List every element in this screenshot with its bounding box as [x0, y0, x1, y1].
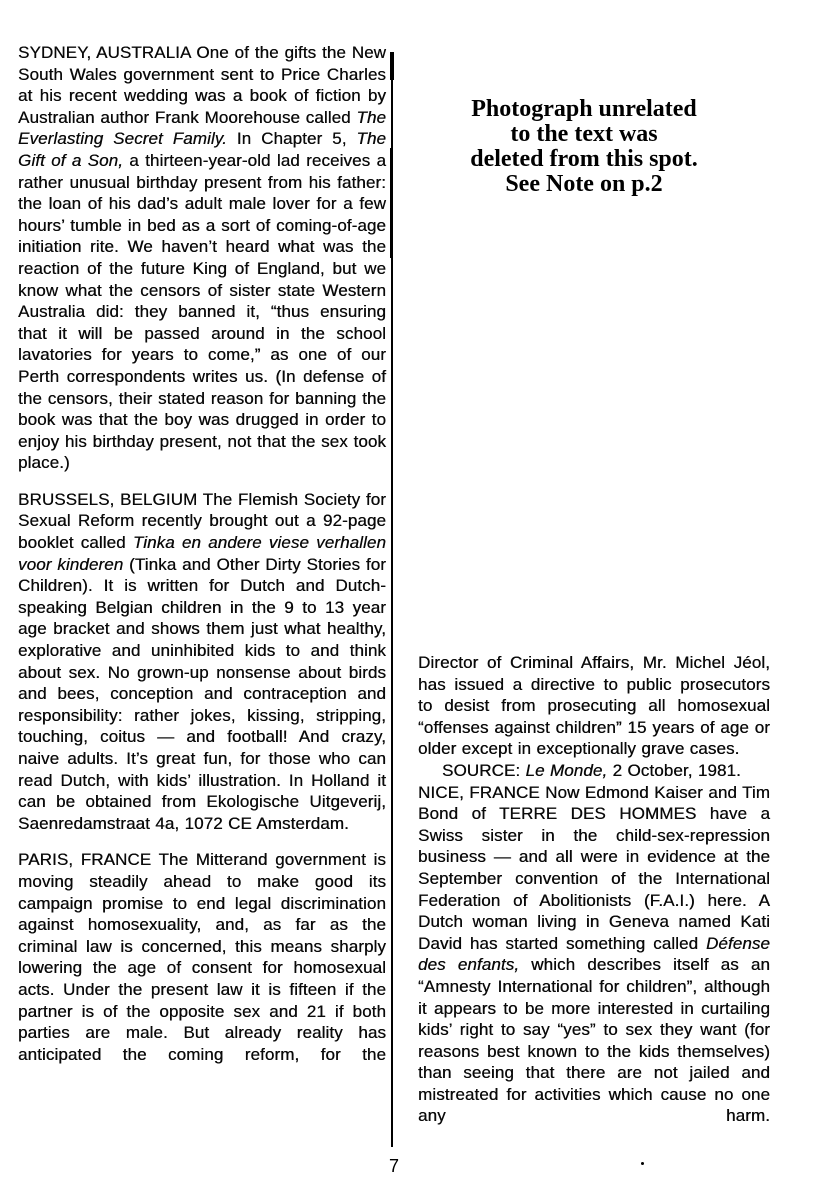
article-nice: NICE, FRANCE Now Edmond Kaiser and Tim Bond of TERRE DES HOMMES have a Swiss sister in the child-sex-repression business — and all were in evidence at the September convention of the International Federation of Abolitionists (F.A.I.) here. A Dutch woman living in Geneva named Kati David has started something called Défense des enfants, which describes itself as an “Amnesty International for children”, although it appears to be more interested in curtailing kids’ right to say “yes” to sex they want (for reasons best known to the kids themselves) than seeing that there are not jailed and mistreated for activities which cause no one any harm.	[418, 782, 770, 1126]
source-line: SOURCE: Le Monde, 2 October, 1981.	[442, 760, 741, 780]
ink-speck	[641, 1162, 644, 1165]
note-line-4: See Note on p.2	[505, 171, 663, 197]
article-brussels: BRUSSELS, BELGIUM The Flemish Society for Sexual Reform recently brought out a 92-page booklet called Tinka en andere viese verhallen voor kinderen (Tinka and Other Dirty Stories for Children). It is written for Dutch and Dutch-speaking Belgian children in the 9 to 13 year age bracket and shows them just what healthy, explorative and uninhibited kids to and think about sex. No grown-up nonsense about birds and bees, conception and contraception and responsibility: rather jokes, kissing, stripping, touching, coitus — and football! And crazy, naive adults. It’s great fun, for those who can read Dutch, with kids’ illustration. In Holland it can be obtained from Ekologische Uitgeverij, Saenredamstraat 4a, 1072 CE Amsterdam.	[18, 489, 386, 833]
column-divider-rule	[391, 52, 393, 1147]
article-paris: PARIS, FRANCE The Mitterand government is moving steadily ahead to make good its campaign promise to end legal discrimination against homosexuality, and, as far as the criminal law is concerned, this means sharply lowering the age of consent for homosexual acts. Under the present law it is fifteen if the partner is of the opposite sex and 21 if both parties are male. But already reality has anticipated the coming reform, for the	[18, 850, 386, 1064]
right-column	[418, 652, 770, 1127]
page-number: 7	[388, 1156, 399, 1176]
deleted-photograph-note	[404, 97, 764, 197]
note-line-3: deleted from this spot.	[470, 146, 698, 172]
note-line-1: Photograph unrelated	[471, 96, 697, 122]
article-sydney: SYDNEY, AUSTRALIA One of the gifts the New South Wales government sent to Price Charles at his recent wedding was a book of fiction by Australian author Frank Moorehouse called The Everlasting Secret Family. In Chapter 5, The Gift of a Son, a thirteen-year-old lad receives a rather unusual birthday present from his father: the loan of his dad’s adult male lover for a few hours’ tumble in bed as a sort of coming-of-age initiation rite. We haven’t heard what was the reaction of the future King of England, but we know what the censors of sister state Western Australia did: they banned it, “thus ensuring that it will be passed around in the school lavatories for years to come,” as one of our Perth correspondents writes us. (In defense of the censors, their stated reason for banning the book was that the boy was drugged in order to enjoy his birthday present, not that the sex took place.)	[18, 43, 386, 473]
note-line-2: to the text was	[510, 121, 658, 147]
article-paris-continued: Director of Criminal Affairs, Mr. Michel Jéol, has issued a directive to public prosecutors to desist from prosecuting all homosexual “offenses against children” 15 years of age or older except in exceptionally grave cases.	[418, 653, 770, 759]
left-column	[18, 42, 386, 1065]
